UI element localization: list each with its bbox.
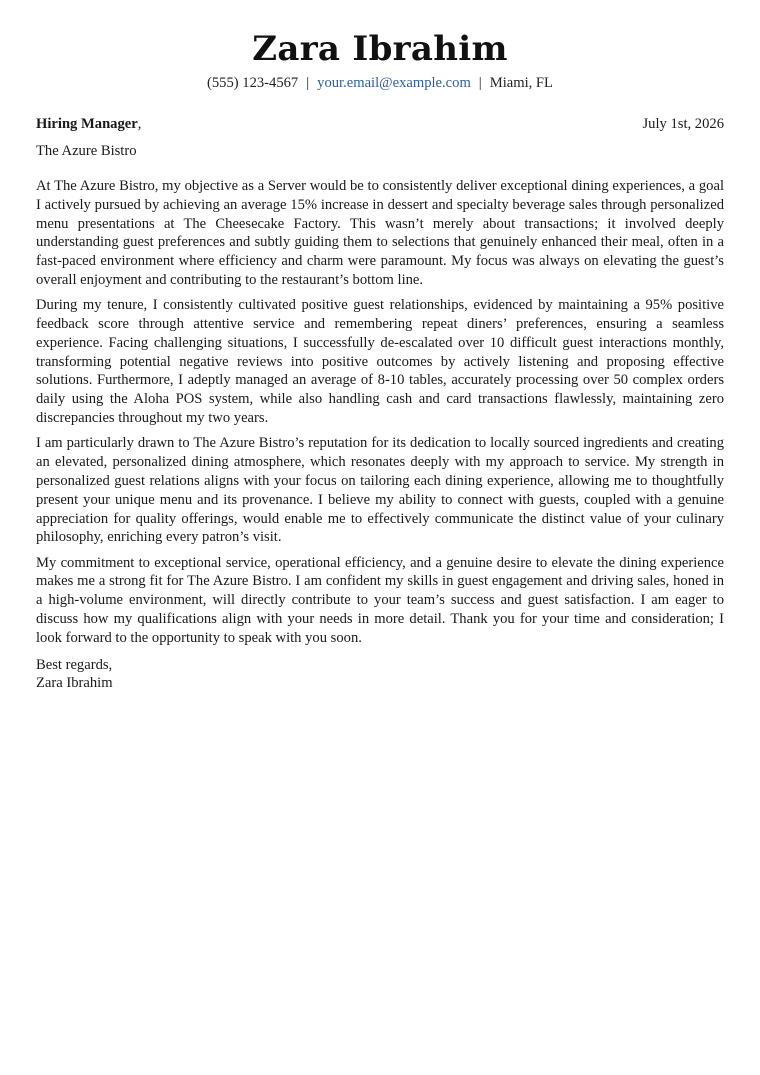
address-row [36,114,724,134]
location: Miami, FL [489,75,553,91]
body-paragraph: At The Azure Bistro, my objective as a Server would be to consistently deliver exceptional dining experiences, a goal I actively pursued by achieving an average 15% increase in dessert and specialty beverage sales through personalized menu presentations at The Cheesecake Factory. This wasn’t merely about transactions; it involved deeply understanding guest preferences and subtly guiding them to selections that genuinely enhanced their meal, often in a fast-paced environment where efficiency and charm were paramount. My focus was always on elevating the guest’s overall enjoyment and contributing to the restaurant’s bottom line. [36,178,724,288]
recipient-company: The Azure Bistro [36,143,137,159]
recipient-comma: , [137,116,142,132]
body-paragraph: My commitment to exceptional service, operational efficiency, and a genuine desire to elevate the dining experience makes me a strong fit for The Azure Bistro. I am confident my skills in guest engagement and driving sales, honed in a high-volume environment, will directly contribute to your team’s success and guest satisfaction. I am eager to discuss how my qualifications align with your needs in more detail. Thank you for your time and consideration; I look forward to the opportunity to speak with you soon. [36,554,724,646]
letter-date: July 1st, 2026 [642,116,724,132]
letter-closing [36,656,724,694]
contact-separator: | [478,75,482,91]
body-paragraph: I am particularly drawn to The Azure Bistro’s reputation for its dedication to locally sourced ingredients and creating an elevated, personalized dining atmosphere, which resonates deeply with my approach to service. My strength in personalized guest relations aligns with your focus on tailoring each dining experience, allowing me to thoughtfully present your unique menu and its provenance. I believe my ability to connect with guests, coupled with a genuine appreciation for quality offerings, would enable me to effectively communicate the distinct value of your culinary philosophy, enriching every patron’s visit. [36,435,724,546]
contact-line [36,73,724,93]
recipient-name: Hiring Manager [36,116,138,132]
recipient-line [36,114,141,134]
letter-body [36,177,724,648]
cover-letter-page [36,28,724,693]
signature-name: Zara Ibrahim [36,675,113,692]
closing-salutation: Best regards, [36,656,113,673]
applicant-name: Zara Ibrahim [252,29,508,69]
body-paragraph: During my tenure, I consistently cultivated positive guest relationships, evidenced by maintaining a 95% positive feedback score through attentive service and remembering repeat diners’ preferences, ensuring a seamless experience. Facing challenging situations, I successfully de-escalated over 10 difficult guest interactions monthly, transforming potential negative reviews into positive outcomes by actively listening and proposing effective solutions. Furthermore, I adeptly managed an average of 8-10 tables, accurately processing over 50 complex orders daily using the Aloha POS system, while also handling cash and card transactions flawlessly, maintaining zero discrepancies throughout my two years. [36,297,724,427]
contact-separator: | [306,75,310,91]
email-link[interactable]: your.email@example.com [317,75,471,91]
phone-number: (555) 123-4567 [207,75,299,91]
